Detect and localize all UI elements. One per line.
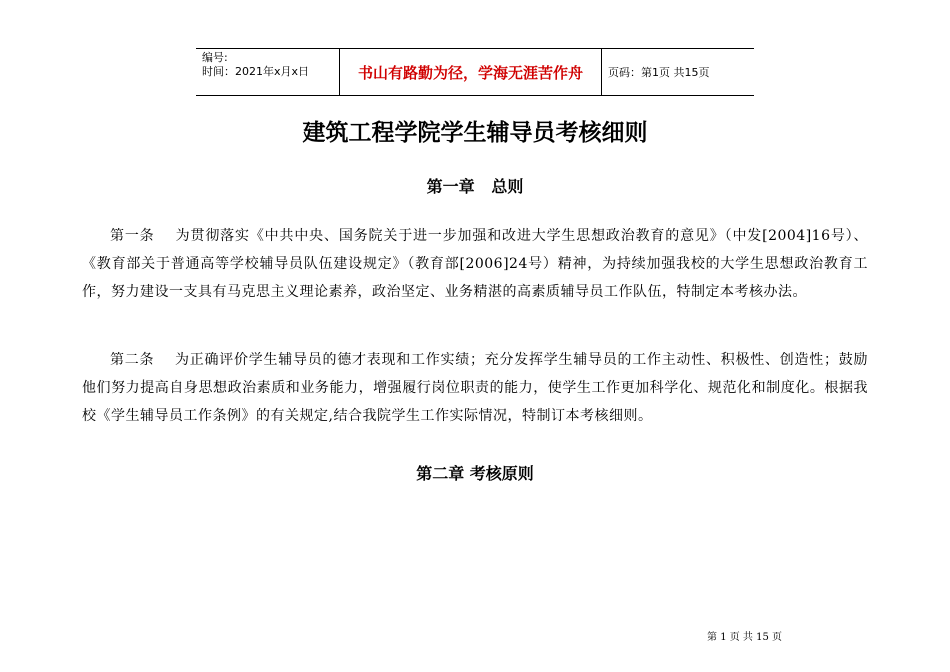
header-meta bbox=[196, 49, 340, 95]
time-label: 时间：2021年x月x日 bbox=[202, 65, 310, 78]
page-footer: 第 1 页 共 15 页 bbox=[707, 632, 782, 643]
header-motto: 书山有路勤为径，学海无涯苦作舟 bbox=[340, 49, 602, 95]
chapter-heading-2: 第二章 考核原则 bbox=[416, 464, 534, 483]
article-2-paragraph: 第二条 为正确评价学生辅导员的德才表现和工作实绩；充分发挥学生辅导员的工作主动性、积极性、创造性；鼓励他们努力提高自身思想政治素质和业务能力，增强履行岗位职责的能力，使学生工作更加科学化、规范化和制度化。根据我校《学生辅导员工作条例》的有关规定,结合我院学生工作实际情况，特制订本考核细则。 bbox=[82, 352, 868, 424]
chapter-heading-1: 第一章 总则 bbox=[426, 177, 524, 196]
page-header bbox=[196, 48, 754, 96]
number-label: 编号: bbox=[202, 51, 228, 64]
document-title: 建筑工程学院学生辅导员考核细则 bbox=[302, 120, 648, 146]
header-page-info: 页码：第1页 共15页 bbox=[608, 66, 710, 79]
article-1-paragraph: 第一条 为贯彻落实《中共中央、国务院关于进一步加强和改进大学生思想政治教育的意见》（中发[2004]16号）、《教育部关于普通高等学校辅导员队伍建设规定》（教育部[2006]24号）精神，为持续加强我校的大学生思想政治教育工作，努力建设一支具有马克思主义理论素养，政治坚定、业务精湛的高素质辅导员工作队伍，特制定本考核办法。 bbox=[82, 228, 868, 300]
